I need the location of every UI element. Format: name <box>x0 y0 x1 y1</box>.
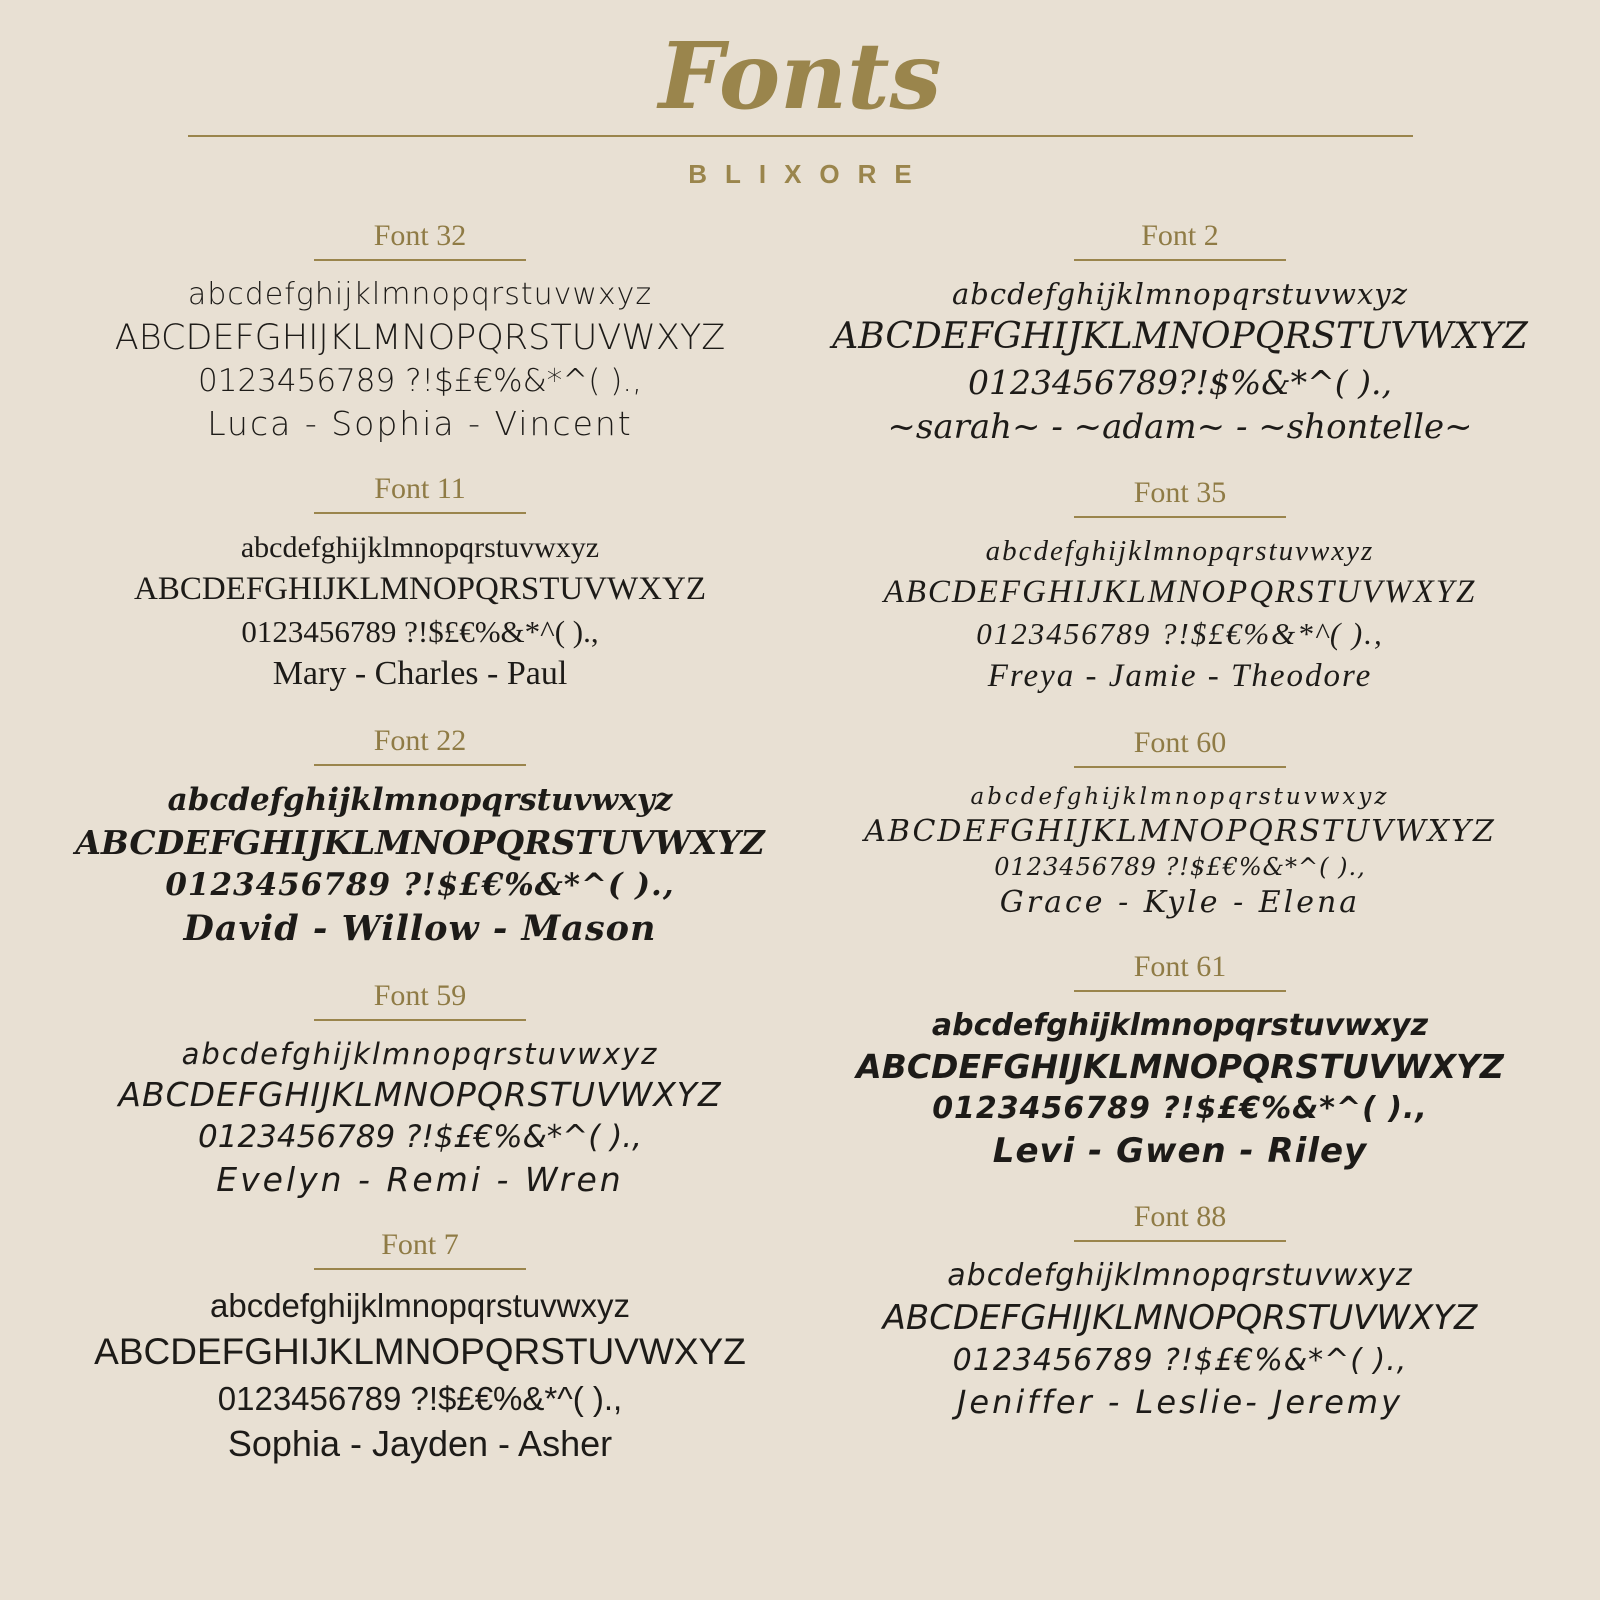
font-sample-label: Font 22 <box>373 724 467 758</box>
names-specimen: ~sarah~ - ~adam~ - ~shontelle~ <box>887 406 1473 447</box>
uppercase-specimen: ABCDEFGHIJKLMNOPQRSTUVWXYZ <box>882 1298 1478 1339</box>
uppercase-specimen: ABCDEFGHIJKLMNOPQRSTUVWXYZ <box>832 316 1528 358</box>
uppercase-specimen: ABCDEFGHIJKLMNOPQRSTUVWXYZ <box>94 1330 746 1372</box>
numerals-specimen: 0123456789 ?!$£€%&*^( )., <box>952 1342 1408 1378</box>
font-sample-label: Font 32 <box>373 219 467 253</box>
lowercase-specimen: abcdefghijklmnopqrstuvwxyz <box>181 1036 659 1071</box>
lowercase-specimen: abcdefghijklmnopqrstuvwxyz <box>187 277 653 313</box>
sample-font-35 <box>815 475 1545 698</box>
font-sample-label: Font 61 <box>1133 949 1227 983</box>
sample-font-88 <box>815 1199 1545 1422</box>
numerals-specimen: 0123456789 ?!$£€%&*^( )., <box>217 1379 623 1417</box>
brand-name: BLIXORE <box>688 159 930 190</box>
lowercase-specimen: abcdefghijklmnopqrstuvwxyz <box>240 531 600 565</box>
names-specimen: Luca - Sophia - Vincent <box>207 403 633 443</box>
numerals-specimen: 0123456789?!$%&*^( )., <box>967 362 1392 402</box>
label-underline <box>314 259 526 261</box>
numerals-specimen: 0123456789 ?!$£€%&*^( )., <box>241 613 599 649</box>
label-underline <box>1074 990 1286 992</box>
lowercase-specimen: abcdefghijklmnopqrstuvwxyz <box>209 1287 631 1325</box>
font-specimen-grid <box>0 190 1600 1493</box>
sample-font-11 <box>55 471 785 697</box>
label-underline <box>314 764 526 766</box>
left-column <box>55 218 785 1493</box>
lowercase-specimen: abcdefghijklmnopqrstuvwxyz <box>985 535 1375 568</box>
font-sample-label: Font 60 <box>1133 725 1227 759</box>
names-specimen: Sophia - Jayden - Asher <box>227 1423 613 1465</box>
lowercase-specimen: abcdefghijklmnopqrstuvwxyz <box>931 1007 1429 1043</box>
title-divider <box>188 135 1413 137</box>
sample-font-32 <box>55 218 785 445</box>
uppercase-specimen: ABCDEFGHIJKLMNOPQRSTUVWXYZ <box>114 317 726 358</box>
uppercase-specimen: ABCDEFGHIJKLMNOPQRSTUVWXYZ <box>864 814 1496 850</box>
names-specimen: Jeniffer - Leslie- Jeremy <box>956 1382 1403 1421</box>
sample-font-22 <box>55 723 785 952</box>
sample-font-60 <box>815 725 1545 923</box>
sample-font-61 <box>815 949 1545 1174</box>
font-sample-label: Font 59 <box>373 978 467 1012</box>
uppercase-specimen: ABCDEFGHIJKLMNOPQRSTUVWXYZ <box>856 1047 1504 1087</box>
label-underline <box>1074 516 1286 518</box>
lowercase-specimen: abcdefghijklmnopqrstuvwxyz <box>947 1258 1413 1294</box>
font-sample-label: Font 35 <box>1133 476 1227 510</box>
font-sample-label: Font 11 <box>374 472 466 506</box>
page-title: Fonts <box>658 22 942 130</box>
lowercase-specimen: abcdefghijklmnopqrstuvwxyz <box>952 277 1408 312</box>
names-specimen: Levi - Gwen - Riley <box>992 1130 1368 1171</box>
lowercase-specimen: abcdefghijklmnopqrstuvwxyz <box>970 783 1390 810</box>
label-underline <box>314 1268 526 1270</box>
label-underline <box>1074 766 1286 768</box>
names-specimen: Freya - Jamie - Theodore <box>987 658 1373 695</box>
numerals-specimen: 0123456789 ?!$£€%&*^( )., <box>932 1091 1428 1127</box>
names-specimen: David - Willow - Mason <box>183 907 657 949</box>
names-specimen: Evelyn - Remi - Wren <box>216 1159 624 1199</box>
label-underline <box>1074 259 1286 261</box>
lowercase-specimen: abcdefghijklmnopqrstuvwxyz <box>167 782 673 819</box>
sample-font-7 <box>55 1227 785 1467</box>
uppercase-specimen: ABCDEFGHIJKLMNOPQRSTUVWXYZ <box>133 571 707 608</box>
font-sample-label: Font 7 <box>381 1228 459 1262</box>
right-column <box>815 218 1545 1493</box>
uppercase-specimen: ABCDEFGHIJKLMNOPQRSTUVWXYZ <box>118 1075 722 1115</box>
numerals-specimen: 0123456789 ?!$£€%&*^( )., <box>198 362 642 399</box>
label-underline <box>314 1019 526 1021</box>
label-underline <box>1074 1240 1286 1242</box>
sample-font-59 <box>55 978 785 1201</box>
numerals-specimen: 0123456789 ?!$£€%&*^( )., <box>976 616 1384 652</box>
page-header <box>0 0 1600 190</box>
label-underline <box>314 512 526 514</box>
sample-font-2 <box>815 218 1545 449</box>
names-specimen: Grace - Kyle - Elena <box>999 885 1361 921</box>
numerals-specimen: 0123456789 ?!$£€%&*^( )., <box>994 852 1366 881</box>
names-specimen: Mary - Charles - Paul <box>272 655 568 693</box>
uppercase-specimen: ABCDEFGHIJKLMNOPQRSTUVWXYZ <box>883 573 1477 610</box>
font-sample-label: Font 88 <box>1133 1200 1227 1234</box>
font-sample-label: Font 2 <box>1141 219 1219 253</box>
numerals-specimen: 0123456789 ?!$£€%&*^( )., <box>198 1118 642 1155</box>
numerals-specimen: 0123456789 ?!$£€%&*^( )., <box>165 866 675 903</box>
uppercase-specimen: ABCDEFGHIJKLMNOPQRSTUVWXYZ <box>75 823 765 863</box>
